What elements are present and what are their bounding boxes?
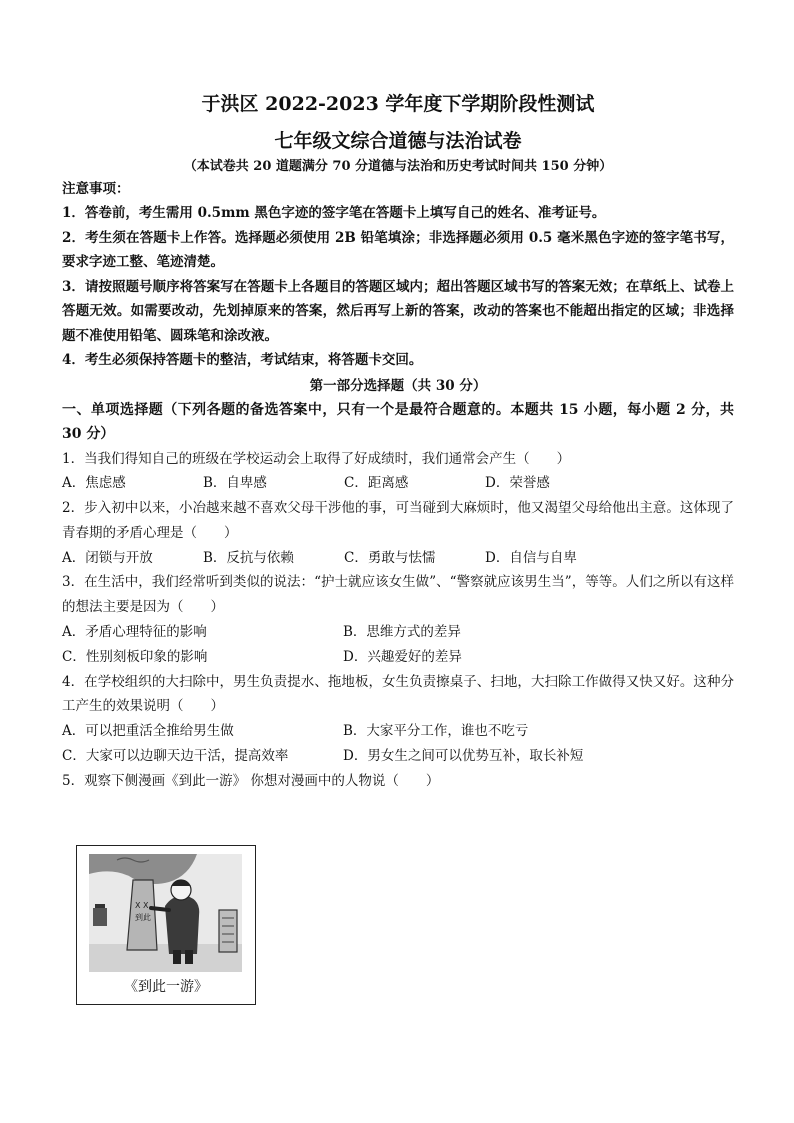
option: C．性别刻板印象的影响 bbox=[62, 648, 208, 665]
option: D．男女生之间可以优势互补，取长补短 bbox=[343, 748, 584, 765]
question-options bbox=[62, 546, 734, 571]
option: C．勇敢与怯懦 bbox=[344, 549, 436, 566]
option: B．大家平分工作，谁也不吃亏 bbox=[343, 723, 529, 740]
option: B．思维方式的差异 bbox=[343, 624, 461, 641]
question-stem: 2．步入初中以来，小冶越来越不喜欢父母干涉他的事，可当碰到大麻烦时，他又渴望父母给他出主意。这体现了青春期的矛盾心理是（ ） bbox=[62, 500, 734, 541]
question-stem: 1．当我们得知自己的班级在学校运动会上取得了好成绩时，我们通常会产生（ ） bbox=[62, 450, 571, 467]
question-stem: 3．在生活中，我们经常听到类似的说法：“护士就应该女生做”、“警察就应该男生当”，等等。人们之所以有这样的想法主要是因为（ ） bbox=[62, 574, 734, 616]
option: C．大家可以边聊天边干活，提高效率 bbox=[62, 748, 289, 765]
option: D．荣誉感 bbox=[485, 475, 550, 492]
question-stem: 4．在学校组织的大扫除中，男生负责提水、拖地板，女生负责擦桌子、扫地，大扫除工作做得又快又好。这种分工产生的效果说明（ ） bbox=[62, 673, 734, 715]
note-item: 1．答卷前，考生需用 0.5mm 黑色字迹的签字笔在答题卡上填写自己的姓名、准考证号。 bbox=[62, 205, 606, 221]
option: A．矛盾心理特征的影响 bbox=[62, 624, 207, 641]
option: A．闭锁与开放 bbox=[62, 549, 153, 566]
option: A．可以把重活全推给男生做 bbox=[62, 723, 234, 740]
option: D．兴趣爱好的差异 bbox=[343, 648, 462, 665]
option: C．距离感 bbox=[344, 475, 409, 492]
option: B．自卑感 bbox=[203, 475, 267, 492]
exam-subtitle: （本试卷共 20 道题满分 70 分道德与法治和历史考试时间共 150 分钟） bbox=[183, 159, 613, 174]
exam-title: 于洪区 2022-2023 学年度下学期阶段性测试 bbox=[201, 93, 595, 115]
note-item: 3．请按照题号顺序将答案写在答题卡上各题目的答题区域内；超出答题区域书写的答案无效；在草纸上、试卷上答题无效。如需要改动，先划掉原来的答案，然后再写上新的答案，改动的答案也不能超出指定的区域；非选择题不准使用铅笔、圆珠笔和涂改液。 bbox=[62, 278, 734, 344]
notes-heading: 注意事项： bbox=[62, 181, 130, 197]
option: B．反抗与依赖 bbox=[203, 549, 294, 566]
question-options bbox=[62, 645, 734, 670]
exam-page bbox=[62, 92, 734, 794]
question-options bbox=[62, 719, 734, 744]
cartoon-illustration bbox=[77, 846, 254, 978]
question-options bbox=[62, 620, 734, 645]
svg-text:X X: X X bbox=[135, 901, 149, 910]
cartoon-caption: 《到此一游》 bbox=[124, 979, 208, 995]
question-options bbox=[62, 744, 734, 769]
exam-subject-title: 七年级文综合道德与法治试卷 bbox=[274, 130, 522, 152]
note-item: 4．考生必须保持答题卡的整洁，考试结束，将答题卡交回。 bbox=[62, 352, 423, 368]
cartoon-image bbox=[76, 845, 256, 1005]
option: D．自信与自卑 bbox=[485, 549, 577, 566]
svg-text:到此: 到此 bbox=[135, 913, 151, 922]
question-options bbox=[62, 471, 734, 496]
option: A．焦虑感 bbox=[62, 475, 126, 492]
part-title: 第一部分选择题（共 30 分） bbox=[309, 377, 487, 394]
section-heading: 一、单项选择题（下列各题的备选答案中，只有一个是最符合题意的。本题共 15 小题，每小题 2 分，共 30 分） bbox=[62, 401, 734, 442]
note-item: 2．考生须在答题卡上作答。选择题必须使用 2B 铅笔填涂；非选择题必须用 0.5 毫米黑色字迹的签字笔书写，要求字迹工整、笔迹清楚。 bbox=[62, 229, 734, 270]
question-stem: 5．观察下侧漫画《到此一游》 你想对漫画中的人物说（ ） bbox=[62, 772, 440, 789]
